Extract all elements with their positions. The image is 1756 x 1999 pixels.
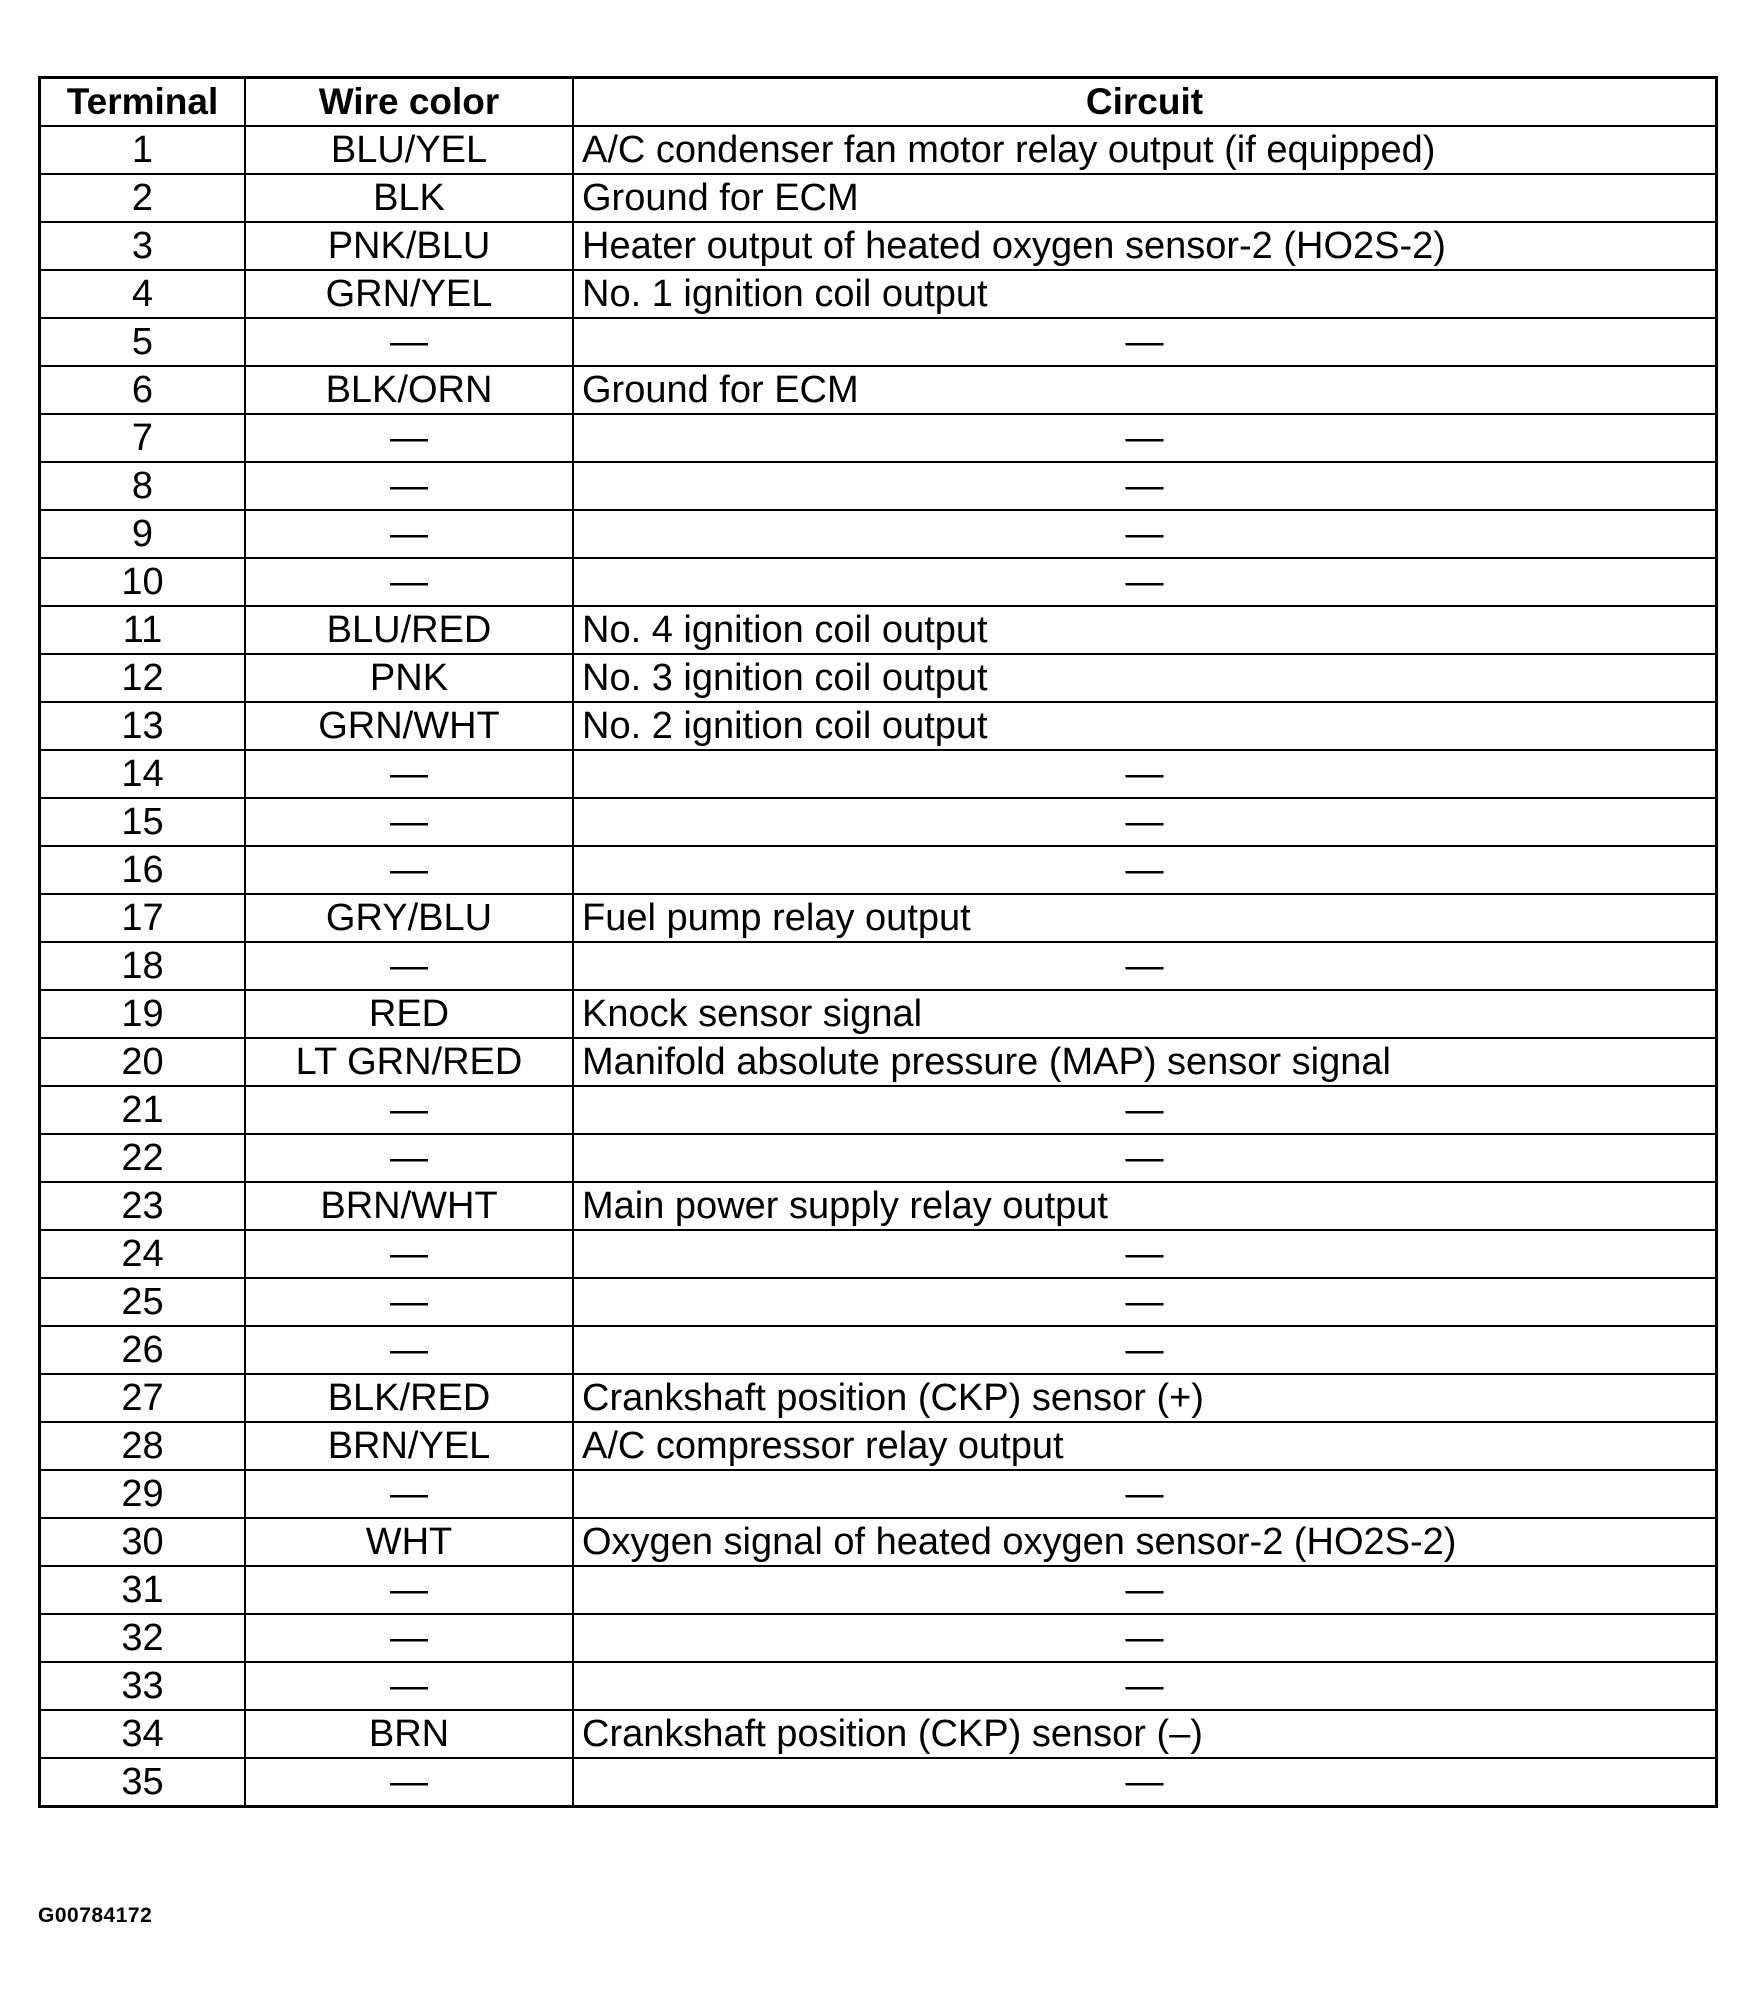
table-row xyxy=(41,222,1715,270)
terminal-cell: 11 xyxy=(41,606,245,654)
circuit-cell: — xyxy=(573,1662,1715,1710)
table-row xyxy=(41,1470,1715,1518)
table-row xyxy=(41,846,1715,894)
header-row xyxy=(41,79,1715,126)
table-row xyxy=(41,1566,1715,1614)
wire-color-cell: WHT xyxy=(245,1518,573,1566)
wire-color-cell: GRN/WHT xyxy=(245,702,573,750)
table-row xyxy=(41,1710,1715,1758)
terminal-cell: 29 xyxy=(41,1470,245,1518)
table-body xyxy=(41,126,1715,1805)
table-row xyxy=(41,270,1715,318)
table-row xyxy=(41,702,1715,750)
circuit-cell: — xyxy=(573,414,1715,462)
terminal-cell: 13 xyxy=(41,702,245,750)
wire-color-cell: BLK xyxy=(245,174,573,222)
circuit-cell: Fuel pump relay output xyxy=(573,894,1715,942)
header-wire-color: Wire color xyxy=(245,79,573,126)
wire-color-cell: — xyxy=(245,462,573,510)
table-row xyxy=(41,1182,1715,1230)
table-row xyxy=(41,798,1715,846)
circuit-cell: No. 3 ignition coil output xyxy=(573,654,1715,702)
terminal-cell: 22 xyxy=(41,1134,245,1182)
wire-color-cell: BRN/YEL xyxy=(245,1422,573,1470)
table-row xyxy=(41,942,1715,990)
terminal-cell: 23 xyxy=(41,1182,245,1230)
table-row xyxy=(41,414,1715,462)
terminal-cell: 19 xyxy=(41,990,245,1038)
circuit-cell: No. 2 ignition coil output xyxy=(573,702,1715,750)
wire-color-cell: — xyxy=(245,510,573,558)
wire-color-cell: — xyxy=(245,798,573,846)
circuit-cell: Manifold absolute pressure (MAP) sensor signal xyxy=(573,1038,1715,1086)
terminal-cell: 16 xyxy=(41,846,245,894)
circuit-cell: — xyxy=(573,1758,1715,1805)
terminal-cell: 31 xyxy=(41,1566,245,1614)
circuit-cell: Main power supply relay output xyxy=(573,1182,1715,1230)
terminal-cell: 17 xyxy=(41,894,245,942)
wire-color-cell: BRN xyxy=(245,1710,573,1758)
table-row xyxy=(41,1230,1715,1278)
circuit-cell: — xyxy=(573,1230,1715,1278)
terminal-cell: 35 xyxy=(41,1758,245,1805)
terminal-cell: 21 xyxy=(41,1086,245,1134)
wire-color-cell: PNK xyxy=(245,654,573,702)
table-row xyxy=(41,510,1715,558)
terminal-cell: 8 xyxy=(41,462,245,510)
circuit-cell: — xyxy=(573,1614,1715,1662)
terminal-cell: 33 xyxy=(41,1662,245,1710)
terminal-cell: 15 xyxy=(41,798,245,846)
header-terminal: Terminal xyxy=(41,79,245,126)
table-row xyxy=(41,1374,1715,1422)
circuit-cell: — xyxy=(573,1134,1715,1182)
terminal-cell: 30 xyxy=(41,1518,245,1566)
circuit-cell: — xyxy=(573,510,1715,558)
wire-color-cell: — xyxy=(245,1758,573,1805)
circuit-cell: — xyxy=(573,846,1715,894)
wire-color-cell: BLK/ORN xyxy=(245,366,573,414)
circuit-cell: — xyxy=(573,1086,1715,1134)
table-row xyxy=(41,366,1715,414)
circuit-cell: — xyxy=(573,1470,1715,1518)
table-row xyxy=(41,606,1715,654)
table-row xyxy=(41,1086,1715,1134)
table-row xyxy=(41,750,1715,798)
wire-color-cell: BLU/YEL xyxy=(245,126,573,174)
circuit-cell: — xyxy=(573,942,1715,990)
table-row xyxy=(41,990,1715,1038)
table-row xyxy=(41,1326,1715,1374)
terminal-table-frame xyxy=(38,76,1718,1808)
table-row xyxy=(41,462,1715,510)
terminal-cell: 6 xyxy=(41,366,245,414)
wire-color-cell: — xyxy=(245,942,573,990)
circuit-cell: No. 4 ignition coil output xyxy=(573,606,1715,654)
wire-color-cell: RED xyxy=(245,990,573,1038)
circuit-cell: — xyxy=(573,462,1715,510)
wire-color-cell: GRY/BLU xyxy=(245,894,573,942)
wire-color-cell: — xyxy=(245,750,573,798)
circuit-cell: — xyxy=(573,1566,1715,1614)
wire-color-cell: BRN/WHT xyxy=(245,1182,573,1230)
terminal-cell: 34 xyxy=(41,1710,245,1758)
wire-color-cell: — xyxy=(245,1086,573,1134)
circuit-cell: No. 1 ignition coil output xyxy=(573,270,1715,318)
table-row xyxy=(41,894,1715,942)
circuit-cell: Ground for ECM xyxy=(573,366,1715,414)
terminal-cell: 27 xyxy=(41,1374,245,1422)
wire-color-cell: PNK/BLU xyxy=(245,222,573,270)
header-circuit: Circuit xyxy=(573,79,1715,126)
wire-color-cell: — xyxy=(245,1662,573,1710)
terminal-cell: 28 xyxy=(41,1422,245,1470)
terminal-cell: 26 xyxy=(41,1326,245,1374)
terminal-table xyxy=(41,79,1715,1805)
table-row xyxy=(41,1518,1715,1566)
table-row xyxy=(41,1614,1715,1662)
circuit-cell: — xyxy=(573,1326,1715,1374)
circuit-cell: — xyxy=(573,318,1715,366)
wire-color-cell: — xyxy=(245,1230,573,1278)
table-row xyxy=(41,1038,1715,1086)
terminal-cell: 5 xyxy=(41,318,245,366)
wire-color-cell: — xyxy=(245,1134,573,1182)
table-row xyxy=(41,1134,1715,1182)
table-row xyxy=(41,126,1715,174)
terminal-cell: 9 xyxy=(41,510,245,558)
wire-color-cell: — xyxy=(245,318,573,366)
terminal-cell: 7 xyxy=(41,414,245,462)
terminal-cell: 24 xyxy=(41,1230,245,1278)
circuit-cell: Crankshaft position (CKP) sensor (+) xyxy=(573,1374,1715,1422)
circuit-cell: — xyxy=(573,1278,1715,1326)
wire-color-cell: — xyxy=(245,1278,573,1326)
wire-color-cell: — xyxy=(245,846,573,894)
table-row xyxy=(41,1758,1715,1805)
table-row xyxy=(41,1422,1715,1470)
wire-color-cell: BLU/RED xyxy=(245,606,573,654)
table-row xyxy=(41,1278,1715,1326)
circuit-cell: Knock sensor signal xyxy=(573,990,1715,1038)
wire-color-cell: BLK/RED xyxy=(245,1374,573,1422)
wire-color-cell: — xyxy=(245,1326,573,1374)
table-row xyxy=(41,174,1715,222)
terminal-cell: 1 xyxy=(41,126,245,174)
terminal-cell: 18 xyxy=(41,942,245,990)
terminal-cell: 20 xyxy=(41,1038,245,1086)
figure-id: G00784172 xyxy=(38,1904,153,1927)
circuit-cell: — xyxy=(573,798,1715,846)
circuit-cell: Oxygen signal of heated oxygen sensor-2 (HO2S-2) xyxy=(573,1518,1715,1566)
wire-color-cell: — xyxy=(245,1614,573,1662)
circuit-cell: Ground for ECM xyxy=(573,174,1715,222)
terminal-cell: 14 xyxy=(41,750,245,798)
circuit-cell: A/C compressor relay output xyxy=(573,1422,1715,1470)
wire-color-cell: — xyxy=(245,414,573,462)
wire-color-cell: GRN/YEL xyxy=(245,270,573,318)
terminal-cell: 25 xyxy=(41,1278,245,1326)
table-row xyxy=(41,654,1715,702)
wire-color-cell: — xyxy=(245,1566,573,1614)
table-row xyxy=(41,558,1715,606)
table-row xyxy=(41,1662,1715,1710)
wire-color-cell: — xyxy=(245,558,573,606)
circuit-cell: — xyxy=(573,750,1715,798)
terminal-cell: 12 xyxy=(41,654,245,702)
circuit-cell: — xyxy=(573,558,1715,606)
wire-color-cell: LT GRN/RED xyxy=(245,1038,573,1086)
circuit-cell: A/C condenser fan motor relay output (if equipped) xyxy=(573,126,1715,174)
circuit-cell: Heater output of heated oxygen sensor-2 (HO2S-2) xyxy=(573,222,1715,270)
terminal-cell: 2 xyxy=(41,174,245,222)
wire-color-cell: — xyxy=(245,1470,573,1518)
terminal-cell: 10 xyxy=(41,558,245,606)
terminal-cell: 32 xyxy=(41,1614,245,1662)
circuit-cell: Crankshaft position (CKP) sensor (–) xyxy=(573,1710,1715,1758)
terminal-cell: 4 xyxy=(41,270,245,318)
table-row xyxy=(41,318,1715,366)
terminal-cell: 3 xyxy=(41,222,245,270)
